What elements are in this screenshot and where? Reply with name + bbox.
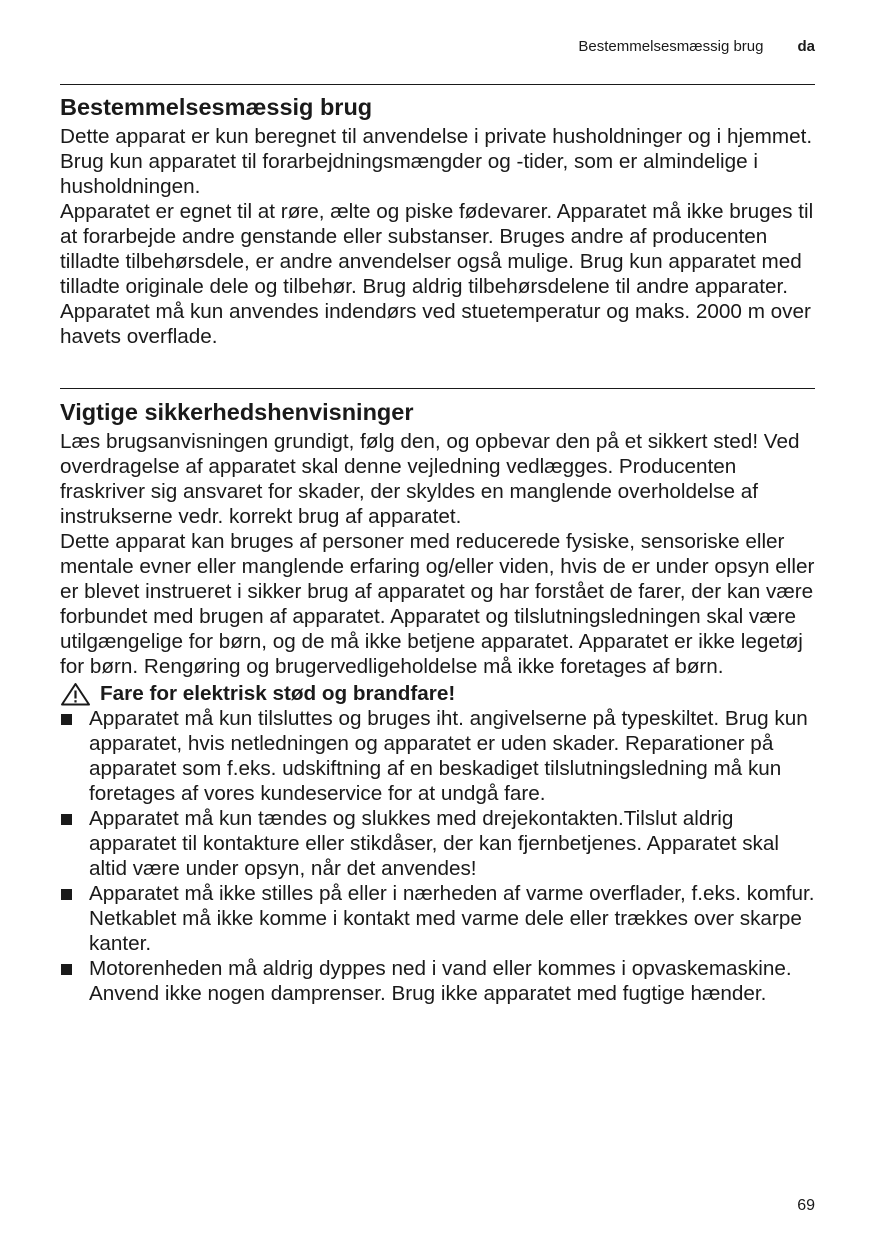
bullet-square	[61, 714, 72, 725]
bullet-square	[61, 814, 72, 825]
list-item: Motorenheden må aldrig dyppes ned i vand eller kommes i opvaskemaskine. Anvend ikke nogen damprenser. Brug ikke apparatet med fugtige hænder.	[60, 956, 820, 1006]
warning-title: Fare for elektrisk stød og brandfare!	[100, 682, 456, 705]
paragraph-1: Dette apparat er kun beregnet til anvendelse i private husholdninger og i hjemmet. Brug kun apparatet til forarbejdningsmængder og -tider, som er almindelige i husholdningen.	[60, 125, 813, 198]
list-item: Apparatet må ikke stilles på eller i nærheden af varme overflader, f.eks. komfur. Netkablet må ikke komme i kontakt med varme dele eller trækkes over skarpe kanter.	[60, 881, 820, 956]
section-intended-use	[60, 92, 820, 349]
section-divider-2	[60, 388, 815, 389]
page-number: 69	[797, 1197, 815, 1214]
section-title-safety: Vigtige sikkerhedshenvisninger	[60, 399, 414, 425]
list-item: Apparatet må kun tilsluttes og bruges iht. angivelserne på typeskiltet. Brug kun apparatet, hvis netledningen og apparatet er uden skader. Reparationer på apparatet som f.eks. udskiftning af en beskadiget tilslutningsledning må kun foretages af vores kundeservice for at undgå fare.	[60, 706, 820, 806]
section-safety-instructions	[60, 397, 820, 1006]
paragraph-4: Læs brugsanvisningen grundigt, følg den, og opbevar den på et sikkert sted! Ved overdragelse af apparatet skal denne vejledning vedlægges. Producenten fraskriver sig ansvaret for skader, der skyldes en manglende overholdelse af instrukserne vedr. korrekt brug af apparatet.	[60, 430, 800, 528]
paragraph-5: Dette apparat kan bruges af personer med reducerede fysiske, sensoriske eller mentale evner eller manglende erfaring og/eller viden, hvis de er under opsyn eller er blevet instrueret i sikker brug af apparatet og har forstået de farer, der kan være forbundet med brugen af apparatet. Apparatet og tilslutningsledningen skal være utilgængelige for børn, og de må ikke betjene apparatet. Apparatet er ikke legetøj for børn. Rengøring og brugervedligeholdelse må ikke foretages af børn.	[60, 530, 815, 678]
warning-heading	[60, 681, 820, 706]
header-section-title: Bestemmelsesmæssig brug	[578, 38, 764, 55]
warning-triangle-icon	[60, 682, 91, 706]
bullet-square	[61, 889, 72, 900]
paragraph-3: Apparatet må kun anvendes indendørs ved stuetemperatur og maks. 2000 m over havets overflade.	[60, 300, 811, 348]
paragraph-2: Apparatet er egnet til at røre, ælte og piske fødevarer. Apparatet må ikke bruges til at forarbejde andre genstande eller substanser. Bruges andre af producenten tilladte tilbehørsdele, er andre anvendelser også mulige. Brug kun apparatet med tilladte originale dele og tilbehør. Brug aldrig tilbehørsdelene til andre apparater.	[60, 200, 814, 298]
running-header	[578, 38, 815, 55]
list-item: Apparatet må kun tændes og slukkes med drejekontakten.Tilslut aldrig apparatet til kontakture eller stikdåser, der kan fjernbetjenes. Apparatet skal altid være under opsyn, når det anvendes!	[60, 806, 820, 881]
warning-list	[60, 706, 820, 1006]
header-language-code: da	[797, 38, 815, 55]
section-divider-1	[60, 84, 815, 85]
section-title-intended-use: Bestemmelsesmæssig brug	[60, 94, 373, 120]
bullet-square	[61, 964, 72, 975]
